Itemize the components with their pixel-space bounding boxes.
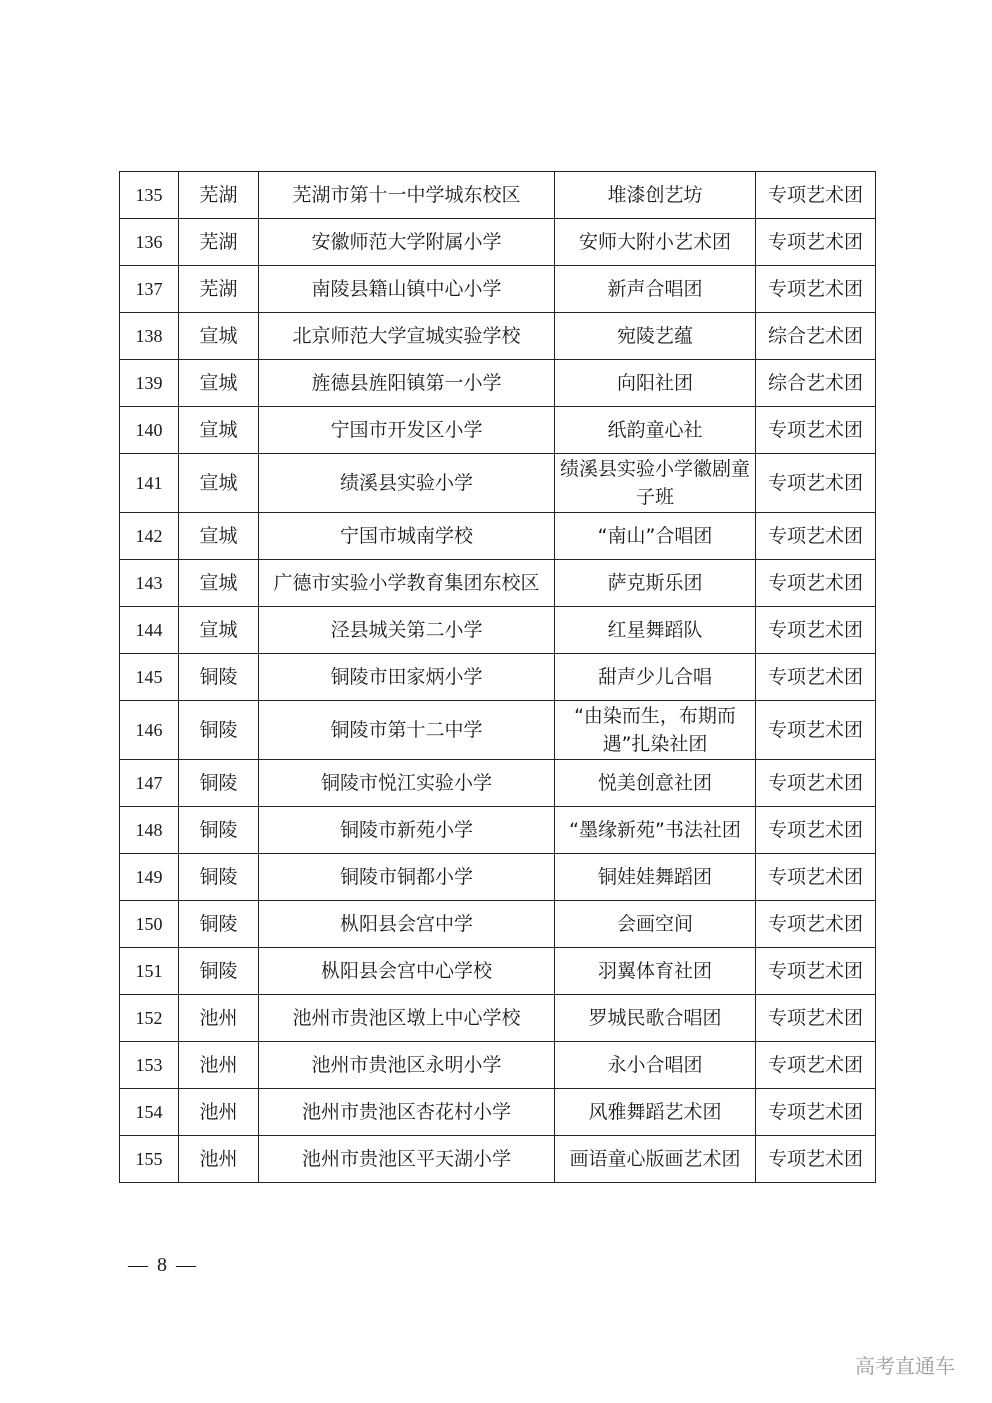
table-row [120, 901, 876, 948]
table-row [120, 1042, 876, 1089]
city-cell: 宣城 [179, 407, 259, 454]
group-name-cell: 红星舞蹈队 [555, 607, 756, 654]
row-number-cell: 143 [120, 560, 179, 607]
table-row [120, 654, 876, 701]
group-type-cell: 专项艺术团 [756, 948, 876, 995]
school-list-table [119, 171, 876, 1183]
school-name-cell: 宁国市城南学校 [259, 513, 555, 560]
table-row [120, 560, 876, 607]
group-type-cell: 专项艺术团 [756, 854, 876, 901]
school-name-cell: 芜湖市第十一中学城东校区 [259, 172, 555, 219]
row-number-cell: 146 [120, 701, 179, 760]
row-number-cell: 151 [120, 948, 179, 995]
city-cell: 池州 [179, 995, 259, 1042]
group-type-cell: 专项艺术团 [756, 1136, 876, 1183]
watermark: 高考直通车 [855, 1354, 955, 1378]
city-cell: 铜陵 [179, 807, 259, 854]
row-number-cell: 135 [120, 172, 179, 219]
group-name-cell: 安师大附小艺术团 [555, 219, 756, 266]
group-name-cell: “南山”合唱团 [555, 513, 756, 560]
row-number-cell: 144 [120, 607, 179, 654]
group-name-cell: 绩溪县实验小学徽剧童子班 [555, 454, 756, 513]
school-name-cell: 北京师范大学宣城实验学校 [259, 313, 555, 360]
group-type-cell: 专项艺术团 [756, 901, 876, 948]
school-name-cell: 铜陵市铜都小学 [259, 854, 555, 901]
group-name-cell: 铜娃娃舞蹈团 [555, 854, 756, 901]
row-number-cell: 147 [120, 760, 179, 807]
row-number-cell: 138 [120, 313, 179, 360]
group-name-cell: 悦美创意社团 [555, 760, 756, 807]
row-number-cell: 155 [120, 1136, 179, 1183]
school-name-cell: 池州市贵池区平天湖小学 [259, 1136, 555, 1183]
group-type-cell: 综合艺术团 [756, 313, 876, 360]
group-type-cell: 专项艺术团 [756, 701, 876, 760]
school-name-cell: 枞阳县会宫中心学校 [259, 948, 555, 995]
group-type-cell: 专项艺术团 [756, 560, 876, 607]
row-number-cell: 152 [120, 995, 179, 1042]
school-name-cell: 安徽师范大学附属小学 [259, 219, 555, 266]
table-row [120, 701, 876, 760]
table-row [120, 219, 876, 266]
city-cell: 芜湖 [179, 219, 259, 266]
page-number: — 8 — [128, 1254, 198, 1276]
school-name-cell: 绩溪县实验小学 [259, 454, 555, 513]
group-name-cell: 画语童心版画艺术团 [555, 1136, 756, 1183]
city-cell: 宣城 [179, 360, 259, 407]
table-row [120, 995, 876, 1042]
city-cell: 铜陵 [179, 760, 259, 807]
row-number-cell: 139 [120, 360, 179, 407]
group-type-cell: 专项艺术团 [756, 995, 876, 1042]
group-name-cell: 风雅舞蹈艺术团 [555, 1089, 756, 1136]
city-cell: 池州 [179, 1042, 259, 1089]
group-type-cell: 专项艺术团 [756, 219, 876, 266]
table-row [120, 407, 876, 454]
school-name-cell: 铜陵市第十二中学 [259, 701, 555, 760]
city-cell: 宣城 [179, 313, 259, 360]
city-cell: 宣城 [179, 607, 259, 654]
school-name-cell: 池州市贵池区杏花村小学 [259, 1089, 555, 1136]
city-cell: 铜陵 [179, 854, 259, 901]
city-cell: 铜陵 [179, 654, 259, 701]
group-type-cell: 专项艺术团 [756, 454, 876, 513]
group-type-cell: 专项艺术团 [756, 513, 876, 560]
table-row [120, 313, 876, 360]
table-row [120, 266, 876, 313]
group-type-cell: 专项艺术团 [756, 407, 876, 454]
city-cell: 芜湖 [179, 266, 259, 313]
group-name-cell: 堆漆创艺坊 [555, 172, 756, 219]
table-row [120, 360, 876, 407]
group-type-cell: 专项艺术团 [756, 266, 876, 313]
group-type-cell: 专项艺术团 [756, 1089, 876, 1136]
group-type-cell: 专项艺术团 [756, 807, 876, 854]
group-name-cell: 纸韵童心社 [555, 407, 756, 454]
group-type-cell: 专项艺术团 [756, 607, 876, 654]
school-name-cell: 池州市贵池区墩上中心学校 [259, 995, 555, 1042]
school-name-cell: 铜陵市田家炳小学 [259, 654, 555, 701]
city-cell: 铜陵 [179, 948, 259, 995]
city-cell: 铜陵 [179, 701, 259, 760]
row-number-cell: 136 [120, 219, 179, 266]
row-number-cell: 140 [120, 407, 179, 454]
city-cell: 池州 [179, 1089, 259, 1136]
table-row [120, 1136, 876, 1183]
table-row [120, 1089, 876, 1136]
group-name-cell: 羽翼体育社团 [555, 948, 756, 995]
school-name-cell: 铜陵市新苑小学 [259, 807, 555, 854]
city-cell: 池州 [179, 1136, 259, 1183]
row-number-cell: 148 [120, 807, 179, 854]
school-name-cell: 南陵县籍山镇中心小学 [259, 266, 555, 313]
table-row [120, 607, 876, 654]
group-name-cell: 罗城民歌合唱团 [555, 995, 756, 1042]
school-name-cell: 枞阳县会宫中学 [259, 901, 555, 948]
table-row [120, 854, 876, 901]
school-name-cell: 池州市贵池区永明小学 [259, 1042, 555, 1089]
city-cell: 宣城 [179, 560, 259, 607]
school-name-cell: 泾县城关第二小学 [259, 607, 555, 654]
table-row [120, 807, 876, 854]
table-row [120, 513, 876, 560]
group-type-cell: 专项艺术团 [756, 654, 876, 701]
row-number-cell: 145 [120, 654, 179, 701]
row-number-cell: 137 [120, 266, 179, 313]
group-name-cell: 永小合唱团 [555, 1042, 756, 1089]
city-cell: 宣城 [179, 513, 259, 560]
group-name-cell: 宛陵艺蕴 [555, 313, 756, 360]
row-number-cell: 153 [120, 1042, 179, 1089]
city-cell: 芜湖 [179, 172, 259, 219]
row-number-cell: 149 [120, 854, 179, 901]
group-name-cell: 甜声少儿合唱 [555, 654, 756, 701]
row-number-cell: 154 [120, 1089, 179, 1136]
table-row [120, 760, 876, 807]
group-name-cell: 向阳社团 [555, 360, 756, 407]
city-cell: 宣城 [179, 454, 259, 513]
group-type-cell: 专项艺术团 [756, 172, 876, 219]
group-type-cell: 专项艺术团 [756, 1042, 876, 1089]
group-name-cell: “墨缘新苑”书法社团 [555, 807, 756, 854]
school-name-cell: 铜陵市悦江实验小学 [259, 760, 555, 807]
group-name-cell: 新声合唱团 [555, 266, 756, 313]
school-name-cell: 广德市实验小学教育集团东校区 [259, 560, 555, 607]
school-name-cell: 旌德县旌阳镇第一小学 [259, 360, 555, 407]
row-number-cell: 141 [120, 454, 179, 513]
group-type-cell: 专项艺术团 [756, 760, 876, 807]
group-name-cell: 萨克斯乐团 [555, 560, 756, 607]
table-row [120, 454, 876, 513]
row-number-cell: 150 [120, 901, 179, 948]
table-body [120, 172, 876, 1183]
city-cell: 铜陵 [179, 901, 259, 948]
table-row [120, 172, 876, 219]
row-number-cell: 142 [120, 513, 179, 560]
school-name-cell: 宁国市开发区小学 [259, 407, 555, 454]
table-row [120, 948, 876, 995]
group-type-cell: 综合艺术团 [756, 360, 876, 407]
group-name-cell: 会画空间 [555, 901, 756, 948]
group-name-cell: “由染而生，布期而遇”扎染社团 [555, 701, 756, 760]
